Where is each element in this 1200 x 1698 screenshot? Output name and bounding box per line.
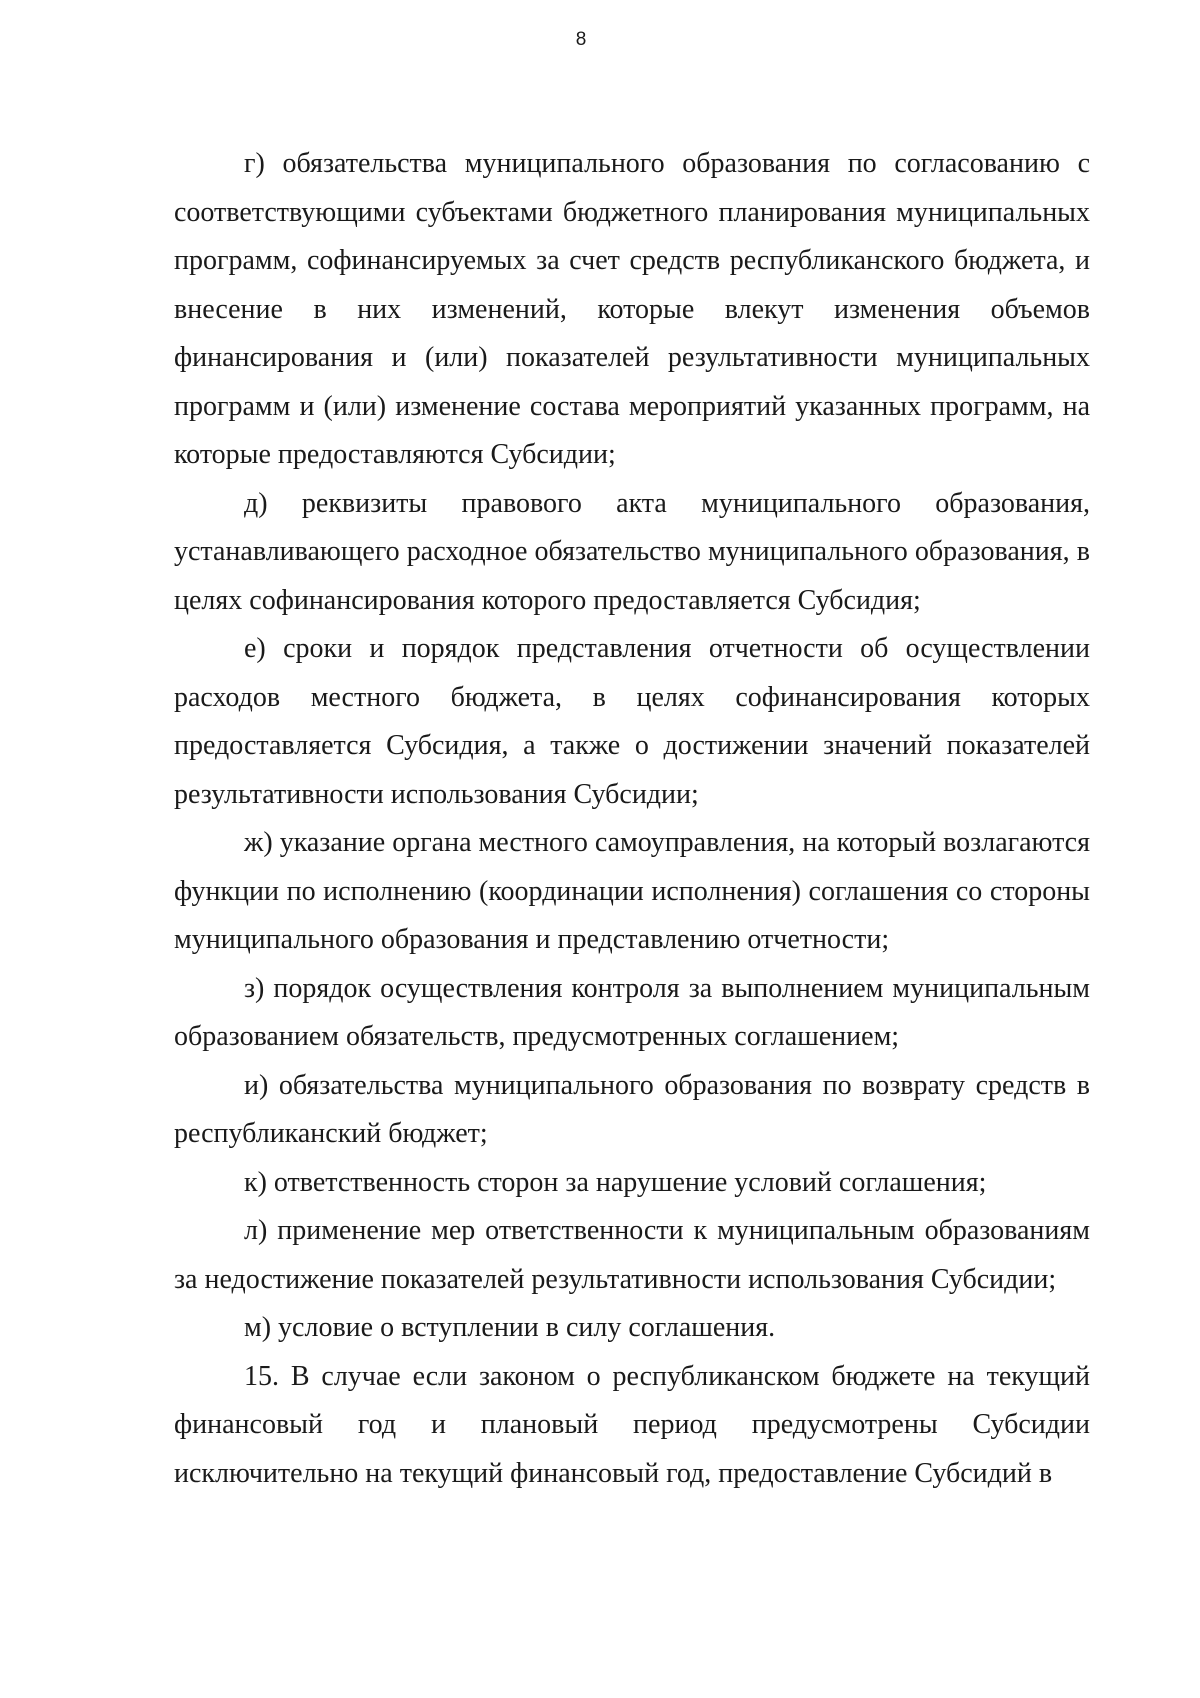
paragraph-item-g: г) обязательства муниципального образования по согласованию с соответствующими субъектами бюджетного планирования муниципальных программ, софинансируемых за счет средств республиканского бюджета, и внесение в них изменений, которые влекут изменения объемов финансирования и (или) показателей результативности муниципальных программ и (или) изменение состава мероприятий указанных программ, на которые предоставляются Субсидии;: [174, 148, 1090, 470]
paragraph-item-m: м) условие о вступлении в силу соглашения.: [244, 1312, 776, 1343]
paragraph-item-k: к) ответственность сторон за нарушение условий соглашения;: [244, 1166, 987, 1198]
paragraph-section-15: 15. В случае если законом о республиканском бюджете на текущий финансовый год и плановый период предусмотрены Субсидии исключительно на текущий финансовый год, предоставление Субсидий в: [174, 1360, 1090, 1489]
paragraph-item-d: д) реквизиты правового акта муниципального образования, устанавливающего расходное обязательство муниципального образования, в целях софинансирования которого предоставляется Субсидия;: [174, 487, 1090, 616]
paragraph-item-i: и) обязательства муниципального образования по возврату средств в республиканский бюджет;: [174, 1069, 1090, 1149]
page-number: 8: [575, 29, 587, 50]
document-body: [174, 140, 1090, 1498]
paragraph-item-e: е) сроки и порядок представления отчетности об осуществлении расходов местного бюджета, в целях софинансирования которых предоставляется Субсидия, а также о достижении значений показателей результативности использования Субсидии;: [174, 633, 1090, 810]
paragraph-item-zh: ж) указание органа местного самоуправления, на который возлагаются функции по исполнению (координации исполнения) соглашения со стороны муниципального образования и представлению отчетности;: [174, 827, 1090, 955]
paragraph-item-l: л) применение мер ответственности к муниципальным образованиям за недостижение показателей результативности использования Субсидии;: [174, 1215, 1090, 1295]
paragraph-item-z: з) порядок осуществления контроля за выполнением муниципальным образованием обязательств, предусмотренных соглашением;: [174, 972, 1090, 1052]
